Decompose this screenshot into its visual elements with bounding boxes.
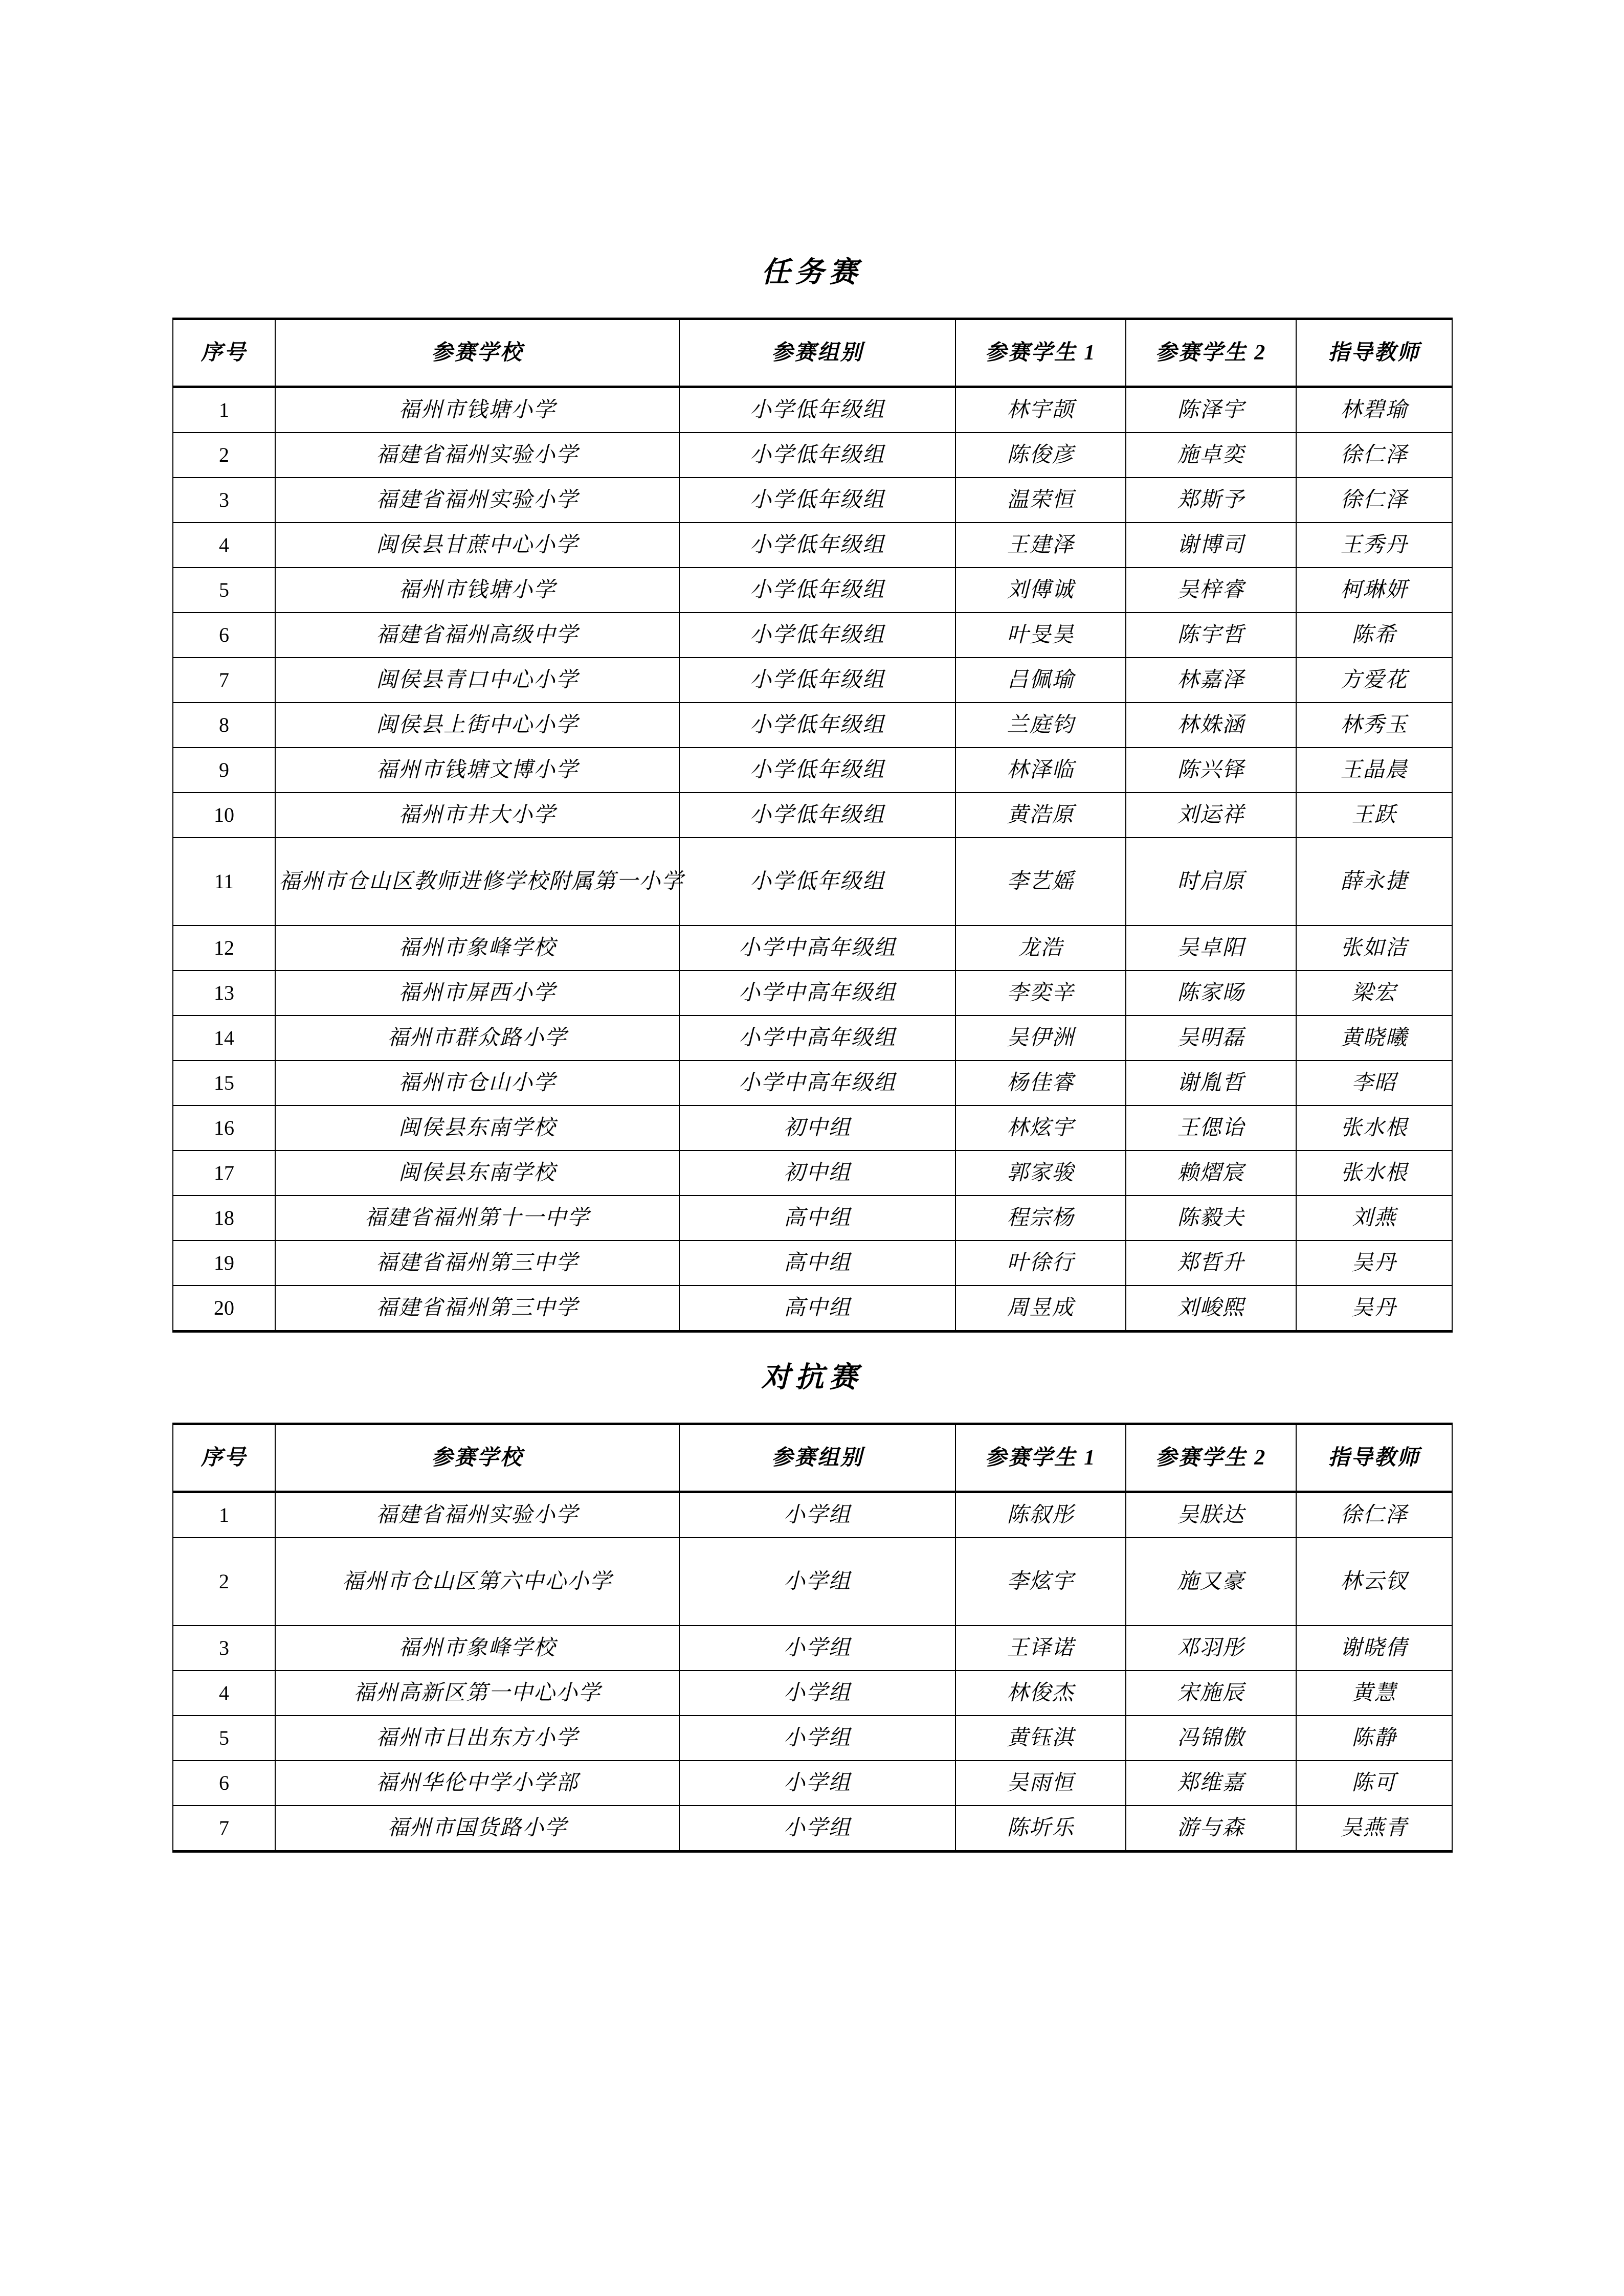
section-title-task-match: 任务赛 [761,257,863,288]
cell-index: 15 [173,1061,275,1106]
column-header-school: 参赛学校 [275,1424,679,1492]
cell-group: 小学组 [679,1761,955,1806]
cell-student2: 郑维嘉 [1126,1761,1296,1806]
table-row [173,523,1452,568]
column-header-student2: 参赛学生 2 [1126,1424,1296,1492]
cell-school: 福州华伦中学小学部 [275,1761,679,1806]
table-row [173,1671,1452,1716]
cell-student1: 王建泽 [955,523,1126,568]
cell-student2: 陈家旸 [1126,971,1296,1016]
table-row [173,433,1452,478]
column-header-group: 参赛组别 [679,1424,955,1492]
cell-group: 小学组 [679,1492,955,1538]
cell-index: 4 [173,1671,275,1716]
cell-student1: 杨佳睿 [955,1061,1126,1106]
cell-student2: 郑斯予 [1126,478,1296,523]
cell-group: 小学低年级组 [679,568,955,613]
table-row [173,658,1452,703]
cell-student1: 王译诺 [955,1626,1126,1671]
table-row [173,838,1452,926]
table-header [173,319,1452,387]
cell-teacher: 黄慧 [1296,1671,1452,1716]
cell-index: 12 [173,926,275,971]
cell-school: 闽侯县东南学校 [275,1106,679,1151]
table-body [173,1492,1452,1852]
cell-school: 福建省福州第三中学 [275,1241,679,1286]
cell-index: 3 [173,1626,275,1671]
cell-student1: 陈叙彤 [955,1492,1126,1538]
table-row [173,1716,1452,1761]
table-row [173,478,1452,523]
cell-group: 小学低年级组 [679,838,955,926]
cell-student1: 程宗杨 [955,1196,1126,1241]
cell-teacher: 李昭 [1296,1061,1452,1106]
cell-index: 2 [173,1538,275,1626]
cell-student2: 林嘉泽 [1126,658,1296,703]
column-header-index: 序号 [173,319,275,387]
column-header-school: 参赛学校 [275,319,679,387]
cell-student2: 林姝涵 [1126,703,1296,748]
cell-school: 福州市仓山区教师进修学校附属第一小学 [275,838,679,926]
cell-student2: 宋施辰 [1126,1671,1296,1716]
table-row [173,1761,1452,1806]
cell-school: 闽侯县甘蔗中心小学 [275,523,679,568]
cell-student2: 施又豪 [1126,1538,1296,1626]
cell-student2: 冯锦傲 [1126,1716,1296,1761]
cell-group: 高中组 [679,1286,955,1332]
cell-index: 8 [173,703,275,748]
cell-group: 小学组 [679,1716,955,1761]
title-spacer [172,287,1452,318]
cell-school: 闽侯县东南学校 [275,1151,679,1196]
cell-teacher: 吴丹 [1296,1286,1452,1332]
cell-group: 小学低年级组 [679,613,955,658]
cell-group: 小学组 [679,1538,955,1626]
table-row [173,1016,1452,1061]
cell-group: 小学低年级组 [679,703,955,748]
cell-group: 高中组 [679,1241,955,1286]
cell-student1: 黄浩原 [955,793,1126,838]
table-row [173,387,1452,433]
table-header [173,1424,1452,1492]
cell-school: 福州市日出东方小学 [275,1716,679,1761]
cell-student1: 吴雨恒 [955,1761,1126,1806]
cell-index: 7 [173,658,275,703]
cell-student2: 吴朕达 [1126,1492,1296,1538]
cell-group: 小学低年级组 [679,433,955,478]
table-row [173,1061,1452,1106]
cell-student1: 陈圻乐 [955,1806,1126,1852]
cell-teacher: 黄晓曦 [1296,1016,1452,1061]
cell-student1: 林俊杰 [955,1671,1126,1716]
column-header-teacher: 指导教师 [1296,1424,1452,1492]
cell-school: 福建省福州第三中学 [275,1286,679,1332]
cell-student1: 林宇颉 [955,387,1126,433]
cell-student1: 林泽临 [955,748,1126,793]
cell-school: 福州市钱塘小学 [275,568,679,613]
cell-index: 20 [173,1286,275,1332]
cell-index: 17 [173,1151,275,1196]
cell-school: 闽侯县上街中心小学 [275,703,679,748]
cell-teacher: 薛永捷 [1296,838,1452,926]
cell-school: 福建省福州第十一中学 [275,1196,679,1241]
cell-group: 小学组 [679,1806,955,1852]
table-row [173,971,1452,1016]
cell-teacher: 吴丹 [1296,1241,1452,1286]
cell-school: 福州市仓山小学 [275,1061,679,1106]
cell-group: 初中组 [679,1151,955,1196]
cell-student2: 时启原 [1126,838,1296,926]
cell-teacher: 陈可 [1296,1761,1452,1806]
cell-student2: 吴卓阳 [1126,926,1296,971]
table-row [173,926,1452,971]
table-row [173,568,1452,613]
cell-school: 福州市群众路小学 [275,1016,679,1061]
title-spacer [172,1392,1452,1423]
inter-table-gap [172,1333,1452,1363]
cell-student1: 李炫宇 [955,1538,1126,1626]
table-row [173,1106,1452,1151]
cell-student1: 叶徐行 [955,1241,1126,1286]
cell-teacher: 刘燕 [1296,1196,1452,1241]
cell-teacher: 谢晓倩 [1296,1626,1452,1671]
cell-student1: 温荣恒 [955,478,1126,523]
cell-school: 福建省福州实验小学 [275,1492,679,1538]
cell-student2: 谢博司 [1126,523,1296,568]
cell-student1: 李奕辛 [955,971,1126,1016]
cell-index: 16 [173,1106,275,1151]
page-content [172,0,1452,1853]
cell-group: 小学低年级组 [679,478,955,523]
cell-teacher: 柯琳妍 [1296,568,1452,613]
cell-teacher: 张水根 [1296,1106,1452,1151]
cell-group: 小学低年级组 [679,748,955,793]
cell-student2: 吴明磊 [1126,1016,1296,1061]
cell-student2: 王偲诒 [1126,1106,1296,1151]
table-row [173,1196,1452,1241]
cell-group: 小学中高年级组 [679,971,955,1016]
cell-teacher: 林秀玉 [1296,703,1452,748]
cell-student1: 龙浩 [955,926,1126,971]
cell-teacher: 徐仁泽 [1296,478,1452,523]
cell-school: 福州高新区第一中心小学 [275,1671,679,1716]
table-row [173,1538,1452,1626]
cell-student1: 叶旻昊 [955,613,1126,658]
cell-teacher: 王跃 [1296,793,1452,838]
cell-student2: 陈宇哲 [1126,613,1296,658]
task-match-roster-table [172,318,1453,1333]
cell-student1: 李艺媱 [955,838,1126,926]
cell-teacher: 徐仁泽 [1296,433,1452,478]
cell-school: 福州市仓山区第六中心小学 [275,1538,679,1626]
column-header-student2: 参赛学生 2 [1126,319,1296,387]
cell-teacher: 陈静 [1296,1716,1452,1761]
table-row [173,1151,1452,1196]
cell-school: 福州市井大小学 [275,793,679,838]
cell-student2: 游与森 [1126,1806,1296,1852]
cell-group: 小学中高年级组 [679,926,955,971]
cell-school: 闽侯县青口中心小学 [275,658,679,703]
cell-group: 小学组 [679,1626,955,1671]
column-header-teacher: 指导教师 [1296,319,1452,387]
header-row [173,319,1452,387]
table-row [173,613,1452,658]
cell-student2: 刘运祥 [1126,793,1296,838]
cell-school: 福州市屏西小学 [275,971,679,1016]
cell-index: 11 [173,838,275,926]
cell-index: 6 [173,613,275,658]
cell-index: 2 [173,433,275,478]
cell-group: 小学低年级组 [679,793,955,838]
section-title-versus-match: 对抗赛 [761,1362,863,1393]
cell-group: 小学中高年级组 [679,1061,955,1106]
cell-group: 小学低年级组 [679,658,955,703]
cell-teacher: 王晶晨 [1296,748,1452,793]
cell-student2: 施卓奕 [1126,433,1296,478]
versus-match-roster-table [172,1423,1453,1853]
cell-teacher: 林碧瑜 [1296,387,1452,433]
table-row [173,1806,1452,1852]
cell-school: 福建省福州高级中学 [275,613,679,658]
cell-index: 9 [173,748,275,793]
cell-student1: 刘傅诚 [955,568,1126,613]
cell-index: 19 [173,1241,275,1286]
cell-school: 福州市钱塘小学 [275,387,679,433]
cell-index: 18 [173,1196,275,1241]
cell-student2: 陈泽宇 [1126,387,1296,433]
column-header-student1: 参赛学生 1 [955,1424,1126,1492]
cell-school: 福建省福州实验小学 [275,433,679,478]
cell-group: 小学低年级组 [679,387,955,433]
cell-school: 福州市国货路小学 [275,1806,679,1852]
cell-teacher: 王秀丹 [1296,523,1452,568]
cell-index: 7 [173,1806,275,1852]
cell-index: 4 [173,523,275,568]
table-row [173,1286,1452,1332]
cell-index: 1 [173,387,275,433]
cell-index: 14 [173,1016,275,1061]
cell-student2: 谢胤哲 [1126,1061,1296,1106]
table-row [173,703,1452,748]
cell-teacher: 陈希 [1296,613,1452,658]
cell-group: 初中组 [679,1106,955,1151]
cell-school: 福州市钱塘文博小学 [275,748,679,793]
cell-student1: 陈俊彦 [955,433,1126,478]
cell-student1: 周昱成 [955,1286,1126,1332]
cell-index: 13 [173,971,275,1016]
cell-student1: 郭家骏 [955,1151,1126,1196]
table-row [173,1626,1452,1671]
cell-index: 6 [173,1761,275,1806]
cell-teacher: 张水根 [1296,1151,1452,1196]
cell-school: 福州市象峰学校 [275,1626,679,1671]
table-row [173,748,1452,793]
cell-student1: 林炫宇 [955,1106,1126,1151]
cell-student1: 兰庭钧 [955,703,1126,748]
cell-index: 5 [173,568,275,613]
cell-teacher: 徐仁泽 [1296,1492,1452,1538]
cell-teacher: 张如洁 [1296,926,1452,971]
cell-group: 小学中高年级组 [679,1016,955,1061]
cell-teacher: 林云钗 [1296,1538,1452,1626]
cell-student2: 吴梓睿 [1126,568,1296,613]
cell-teacher: 方爱花 [1296,658,1452,703]
cell-index: 3 [173,478,275,523]
cell-index: 1 [173,1492,275,1538]
table-row [173,1492,1452,1538]
cell-index: 10 [173,793,275,838]
table-body [173,387,1452,1332]
cell-school: 福建省福州实验小学 [275,478,679,523]
cell-student1: 黄钰淇 [955,1716,1126,1761]
cell-group: 小学组 [679,1671,955,1716]
cell-student2: 陈毅夫 [1126,1196,1296,1241]
cell-index: 5 [173,1716,275,1761]
cell-group: 高中组 [679,1196,955,1241]
cell-student2: 郑哲升 [1126,1241,1296,1286]
cell-group: 小学低年级组 [679,523,955,568]
cell-teacher: 梁宏 [1296,971,1452,1016]
table-row [173,1241,1452,1286]
cell-student2: 赖熠宸 [1126,1151,1296,1196]
cell-student2: 刘峻熙 [1126,1286,1296,1332]
header-row [173,1424,1452,1492]
cell-student2: 陈兴铎 [1126,748,1296,793]
cell-student2: 邓羽彤 [1126,1626,1296,1671]
column-header-index: 序号 [173,1424,275,1492]
column-header-group: 参赛组别 [679,319,955,387]
cell-student1: 吴伊洲 [955,1016,1126,1061]
table-row [173,793,1452,838]
cell-student1: 吕佩瑜 [955,658,1126,703]
cell-teacher: 吴燕青 [1296,1806,1452,1852]
column-header-student1: 参赛学生 1 [955,319,1126,387]
cell-school: 福州市象峰学校 [275,926,679,971]
